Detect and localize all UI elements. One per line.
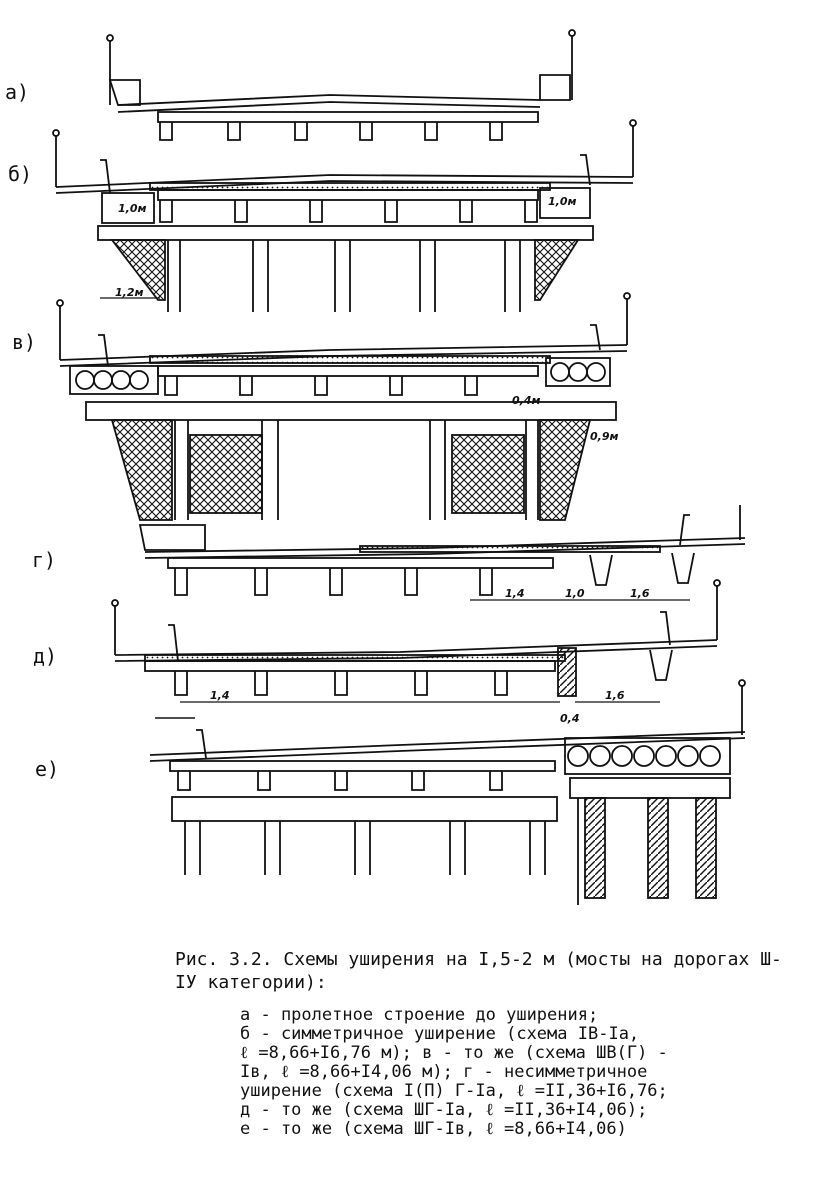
caption-line: д - то же (схема ШГ-Iа, ℓ =II,36+I4,06); bbox=[240, 1100, 648, 1120]
panel-label-d: д) bbox=[33, 644, 58, 668]
dim-label: 1,4 bbox=[210, 689, 230, 702]
scheme-a bbox=[107, 30, 575, 140]
scheme-b bbox=[53, 120, 636, 312]
scheme-g bbox=[140, 505, 745, 600]
caption-items bbox=[175, 1006, 795, 1139]
caption-line: а - пролетное строение до уширения; bbox=[240, 1005, 599, 1025]
dim-label: 1,2м bbox=[115, 286, 144, 299]
scheme-e bbox=[150, 680, 745, 905]
caption-title: Рис. 3.2. Схемы уширения на I,5-2 м (мосты на дорогах Ш-IУ категории): bbox=[175, 949, 782, 993]
dim-label: 1,6 bbox=[630, 587, 650, 600]
scheme-v bbox=[57, 293, 630, 520]
dim-label: 1,4 bbox=[505, 587, 525, 600]
dim-label: 1,0 bbox=[565, 587, 585, 600]
panel-label-e: е) bbox=[35, 757, 60, 781]
dim-label: 0,9м bbox=[590, 430, 619, 443]
caption-line: Iв, ℓ =8,66+I4,06 м); г - несимметричное bbox=[240, 1062, 648, 1082]
dim-label: 1,0м bbox=[118, 202, 147, 215]
panel-label-b: б) bbox=[8, 162, 33, 186]
panel-label-g: г) bbox=[32, 548, 57, 572]
figure-caption bbox=[175, 948, 795, 1139]
dim-label: 0,4 bbox=[560, 712, 580, 725]
panel-label-a: а) bbox=[5, 80, 30, 104]
dim-label: 0,4м bbox=[512, 394, 541, 407]
caption-line: уширение (схема I(П) Г-Iа, ℓ =II,36+I6,76; bbox=[240, 1081, 668, 1101]
scheme-d bbox=[112, 580, 720, 702]
caption-line: ℓ =8,66+I6,76 м); в - то же (схема ШВ(Г) - bbox=[240, 1043, 668, 1063]
panel-label-v: в) bbox=[12, 330, 37, 354]
dim-label: 1,0м bbox=[548, 195, 577, 208]
dim-label: 1,6 bbox=[605, 689, 625, 702]
caption-line: б - симметричное уширение (схема IВ-Iа, bbox=[240, 1024, 640, 1044]
caption-line: е - то же (схема ШГ-Iв, ℓ =8,66+I4,06) bbox=[240, 1119, 627, 1139]
